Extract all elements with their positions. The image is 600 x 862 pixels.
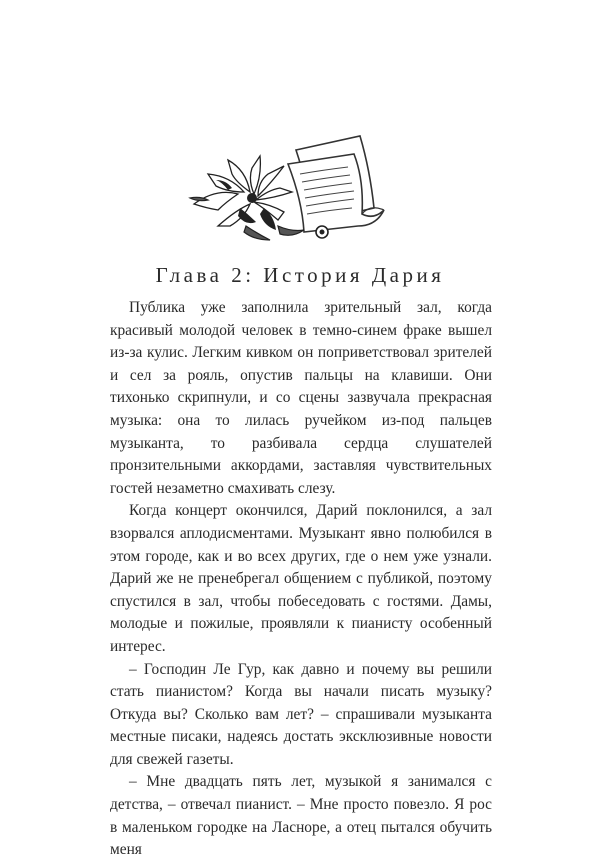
paragraph: – Мне двадцать пять лет, музыкой я занимался с детства, – отвечал пианист. – Мне просто повезло. Я рос в маленьком городке на Ласноре, а отец пытался обучить меня (110, 773, 492, 859)
paragraph: – Господин Ле Гур, как давно и почему вы решили стать пианистом? Когда вы начали писать музыку? Откуда вы? Сколько вам лет? – спрашивали музыканта местные писаки, надеясь достать эксклюзивные новости для свежей газеты. (110, 660, 492, 768)
paragraph: Когда концерт окончился, Дарий поклонился, а зал взорвался аплодисментами. Музыкант явно полюбился в этом городе, как и во всех других, где о нем уже узнали. Дарий же не пренебрегал общением с публикой, поэтому спустился в зал, чтобы побеседовать с гостями. Дамы, молодые и пожилые, проявляли к пианисту особенный интерес. (110, 502, 492, 655)
chapter-title: Глава 2: История Дария (155, 263, 445, 287)
body-text (110, 297, 492, 862)
paragraph: Публика уже заполнила зрительный зал, когда красивый молодой человек в темно-синем фраке вышел из-за кулис. Легким кивком он поприветствовал зрителей и сел за рояль, опустив пальцы на клавиши. Они тихонько скрипнули, и со сцены зазвучала прекрасная музыка: она то лилась ручейком из-под пальцев музыканта, то разбивала сердца слушателей пронзительными аккордами, заставляя чувствительных гостей незаметно смахивать слезу. (110, 299, 492, 497)
lilies-and-sheet-music-illustration (188, 130, 418, 245)
